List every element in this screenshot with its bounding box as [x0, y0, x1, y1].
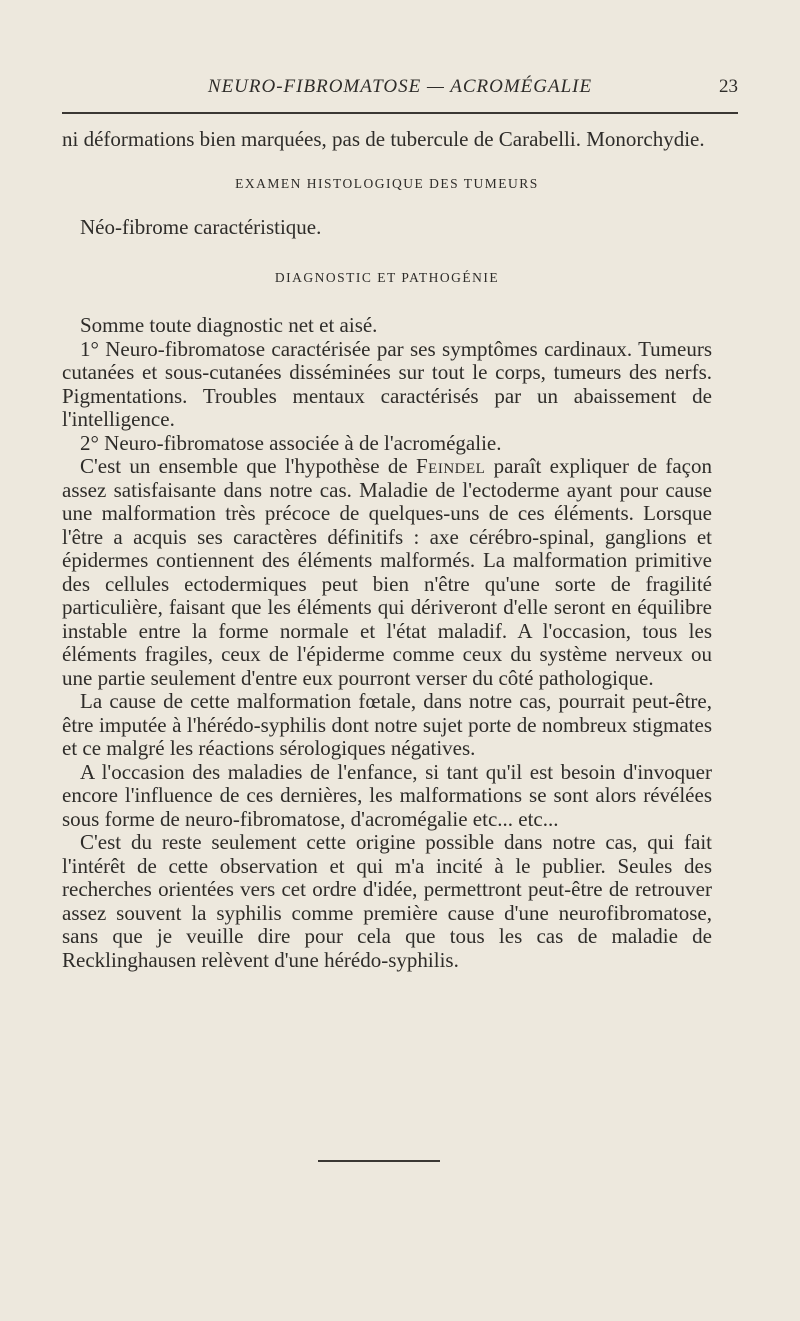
paragraph-point-2: 2° Neuro-fibromatose associée à de l'acromégalie.	[80, 430, 502, 455]
author-name-feindel: Feindel	[415, 454, 486, 478]
paragraph-diagnostic: Somme toute diagnostic net et aisé.	[80, 313, 378, 337]
body-text	[62, 128, 712, 972]
running-title: NEURO-FIBROMATOSE — ACROMÉGALIE	[207, 76, 593, 97]
paragraph-enfance: A l'occasion des maladies de l'enfance, si tant qu'il est besoin d'invoquer encore l'influence de ces dernières, les malformations se sont alors révélées sous forme de neuro-fibromatose, d'acromégalie etc... etc...	[62, 759, 712, 831]
section-heading-diagnostic: DIAGNOSTIC ET PATHOGÉNIE	[274, 269, 500, 285]
paragraph-point-1: 1° Neuro-fibromatose caractérisée par ses symptômes cardinaux. Tumeurs cutanées et sous-cutanées disséminées sur tout le corps, tumeurs des nerfs. Pigmentations. Troubles mentaux caractérisés par un abaissement de l'intelligence.	[62, 336, 712, 431]
running-head	[62, 76, 738, 100]
end-rule	[318, 1160, 440, 1162]
section-heading-histologie: EXAMEN HISTOLOGIQUE DES TUMEURS	[235, 175, 539, 191]
paragraph-feindel	[62, 455, 712, 690]
paragraph-continuation: ni déformations bien marquées, pas de tubercule de Carabelli. Monorchydie.	[62, 127, 705, 151]
paragraph-cause: La cause de cette malformation fœtale, dans notre cas, pourrait peut-être, être imputée à l'hérédo-syphilis dont notre sujet porte de nombreux stigmates et ce malgré les réactions sérologiques négatives.	[62, 689, 712, 760]
header-rule	[62, 112, 738, 114]
paragraph-feindel-rest: paraît expliquer de façon assez satisfaisante dans notre cas. Maladie de l'ectoderme ayant pour cause une malformation très précoce de quelques-uns de ces éléments. Lorsque l'être a acquis ses caractères définitifs : axe cérébro-spinal, ganglions et épidermes contiennent des éléments malformés. La malformation primitive des cellules ectodermiques peut bien n'être qu'une sorte de fragilité particulière, faisant que les éléments qui dériveront d'elle seront en équilibre instable entre la forme normale et l'état maladif. A l'occasion, tous les éléments fragiles, ceux de l'épiderme comme ceux du système nerveux ou une partie seulement d'entre eux pourront verser du côté pathologique.	[62, 454, 712, 690]
paragraph-feindel-start: C'est un ensemble que l'hypothèse de	[80, 454, 416, 478]
paragraph-conclusion: C'est du reste seulement cette origine possible dans notre cas, qui fait l'intérêt de cette observation et qui m'a incité à le publier. Seules des recherches orientées vers cet ordre d'idée, permettront peut-être de retrouver assez souvent la syphilis comme première cause d'une neurofibromatose, sans que je veuille dire pour cela que tous les cas de maladie de Recklinghausen relèvent d'une hérédo-syphilis.	[62, 830, 712, 972]
paragraph-neo-fibrome: Néo-fibrome caractéristique.	[80, 215, 322, 239]
page-number: 23	[719, 76, 738, 97]
